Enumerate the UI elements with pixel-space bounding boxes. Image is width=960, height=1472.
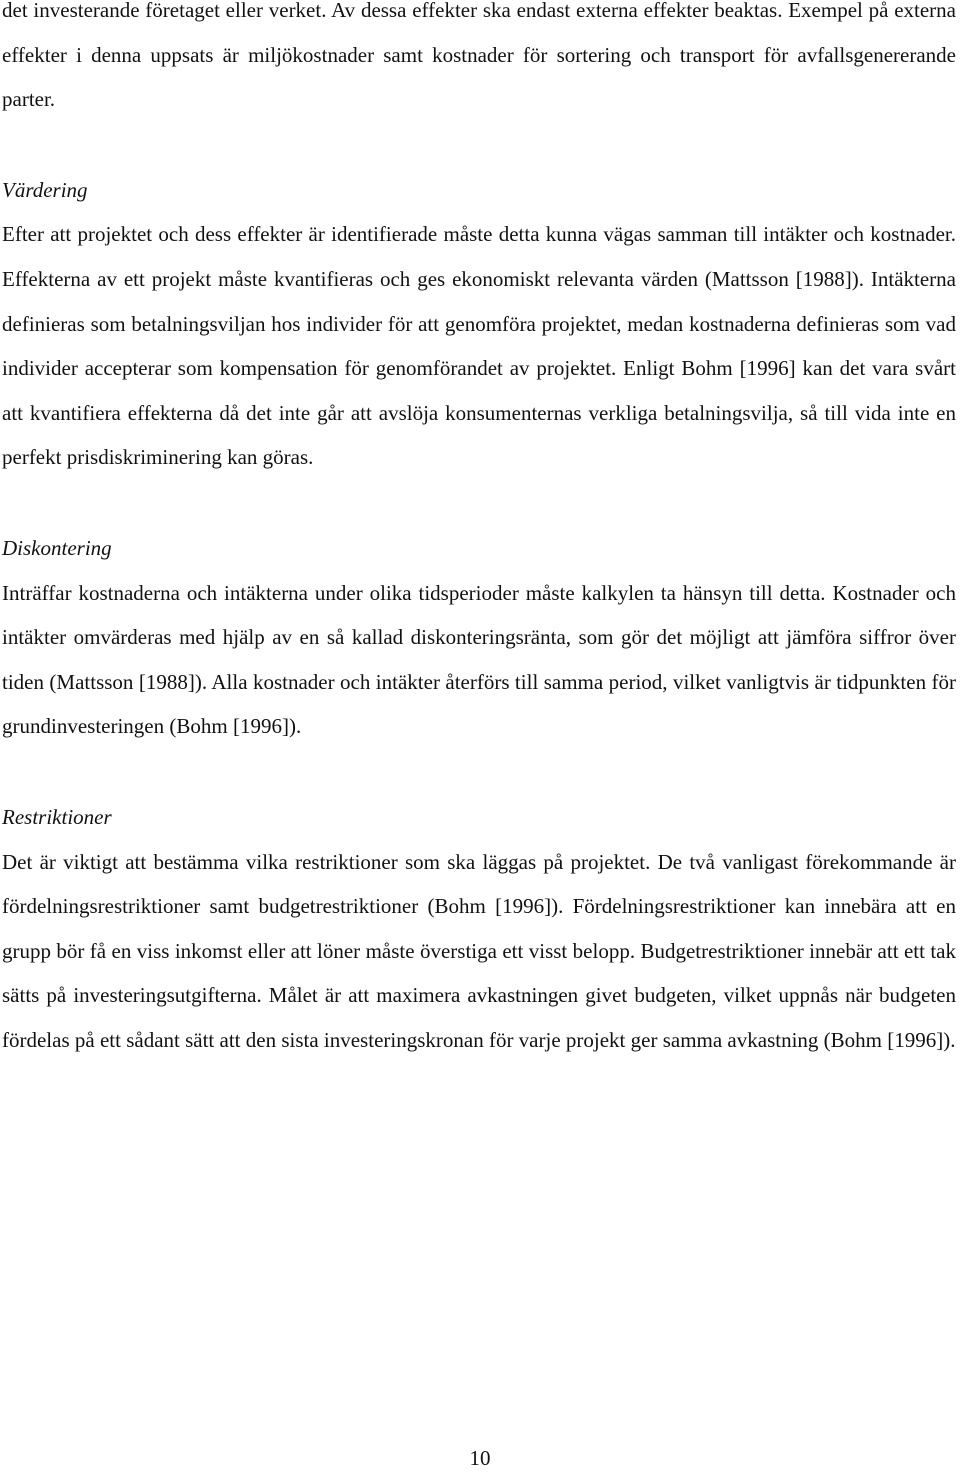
section-heading-restriktioner: Restriktioner [2,804,112,829]
document-page [2,0,956,1062]
section-heading-vardering: Värdering [2,177,88,202]
section-heading-diskontering: Diskontering [2,535,112,560]
intro-paragraph: det investerande företaget eller verket. Av dessa effekter ska endast externa effekter beaktas. Exempel på externa effekter i denna uppsats är miljökostnader samt kostnader för sortering och transport för avfallsgenererande parter. [2,0,956,112]
section-spacer [2,480,956,526]
section-paragraph-vardering: Efter att projektet och dess effekter är identifierade måste detta kunna vägas samman till intäkter och kostnader. Effekterna av ett projekt måste kvantifieras och ges ekonomiskt relevanta värden (Mattsson [1988]). Intäkterna definieras som betalningsviljan hos individer för att genomföra projektet, medan kostnaderna definieras som vad individer accepterar som kompensation för genomförandet av projektet. Enligt Bohm [1996] kan det vara svårt att kvantifiera effekterna då det inte går att avslöja konsumenternas verkliga betalningsvilja, så till vida inte en perfekt prisdiskriminering kan göras. [2,222,956,470]
page-number: 10 [469,1446,491,1470]
section-diskontering [2,526,956,749]
section-paragraph-diskontering: Inträffar kostnaderna och intäkterna under olika tidsperioder måste kalkylen ta hänsyn till detta. Kostnader och intäkter omvärderas med hjälp av en så kallad diskonteringsränta, som gör det möjligt att jämföra siffror över tiden (Mattsson [1988]). Alla kostnader och intäkter återförs till samma period, vilket vanligtvis är tidpunkten för grundinvesteringen (Bohm [1996]). [2,580,956,739]
section-vardering [2,168,956,480]
section-spacer [2,749,956,795]
section-restriktioner [2,795,956,1063]
section-spacer [2,122,956,168]
section-paragraph-restriktioner: Det är viktigt att bestämma vilka restriktioner som ska läggas på projektet. De två vanligast förekommande är fördelningsrestriktioner samt budgetrestriktioner (Bohm [1996]). Fördelningsrestriktioner kan innebära att en grupp bör få en viss inkomst eller att löner måste överstiga ett visst belopp. Budgetrestriktioner innebär att ett tak sätts på investeringsutgifterna. Målet är att maximera avkastningen givet budgeten, vilket uppnås när budgeten fördelas på ett sådant sätt att den sista investeringskronan för varje projekt ger samma avkastning (Bohm [1996]). [2,849,956,1052]
